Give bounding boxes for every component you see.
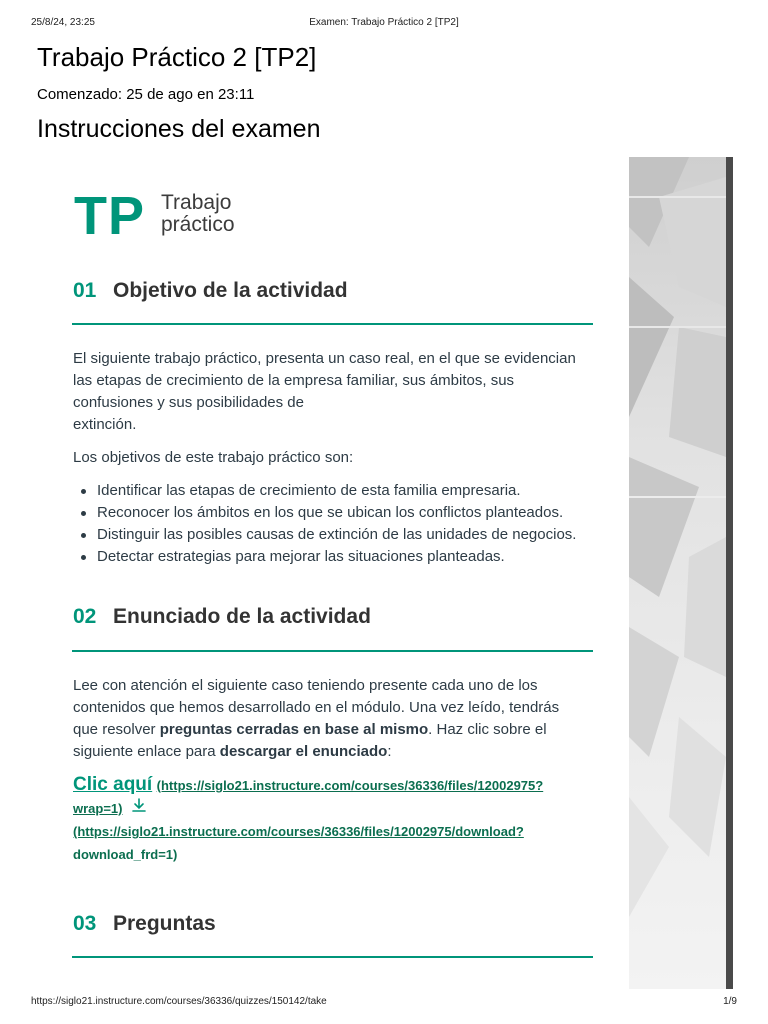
section-divider bbox=[72, 650, 593, 652]
file-url-link-continued[interactable]: wrap=1) bbox=[73, 801, 123, 816]
section-number: 03 bbox=[73, 912, 97, 935]
file-url-link[interactable]: (https://siglo21.instructure.com/courses/36336/files/12002975? bbox=[156, 778, 544, 793]
section-number: 01 bbox=[73, 279, 97, 302]
objective-paragraph: El siguiente trabajo práctico, presenta un caso real, en el que se evidencian las etapas de crecimiento de la empresa familiar, sus ámbitos, sus confusiones y sus posibilidades de extinción. bbox=[73, 350, 576, 433]
scrollbar-track bbox=[726, 157, 733, 989]
quiz-title: Trabajo Práctico 2 [TP2] bbox=[37, 42, 317, 72]
list-item: Detectar estrategias para mejorar las situaciones planteadas. bbox=[73, 546, 613, 568]
tp-logo-word-2: práctico bbox=[161, 213, 235, 236]
section-questions-heading bbox=[73, 912, 593, 952]
print-page-title: Examen: Trabajo Práctico 2 [TP2] bbox=[309, 17, 459, 28]
section-title: Enunciado de la actividad bbox=[113, 605, 371, 628]
print-header bbox=[0, 17, 768, 31]
print-page-number: 1/9 bbox=[723, 996, 737, 1007]
section-number: 02 bbox=[73, 605, 97, 628]
decorative-side-image bbox=[629, 157, 726, 989]
quiz-started-time: Comenzado: 25 de ago en 23:11 bbox=[37, 86, 255, 103]
section-title: Preguntas bbox=[113, 912, 216, 935]
tp-logo-word-1: Trabajo bbox=[161, 191, 232, 214]
download-url-link-continued[interactable]: download_frd=1) bbox=[73, 847, 178, 863]
list-item: Distinguir las posibles causas de extinción de las unidades de negocios. bbox=[73, 524, 613, 546]
download-link-block bbox=[73, 773, 603, 866]
print-footer-url: https://siglo21.instructure.com/courses/36336/quizzes/150142/take bbox=[31, 996, 327, 1007]
statement-paragraph: Lee con atención el siguiente caso teniendo presente cada uno de los contenidos que hemos desarrollado en el módulo. Una vez leído, tendrás que resolver preguntas cerradas en base al mismo. Haz clic sobre el siguiente enlace para descargar el enunciado: bbox=[73, 677, 560, 760]
section-objective-heading bbox=[73, 279, 593, 319]
print-datetime: 25/8/24, 23:25 bbox=[31, 17, 95, 28]
tp-logo-letters: TP bbox=[74, 186, 146, 246]
list-item: Identificar las etapas de crecimiento de esta familia empresaria. bbox=[73, 480, 613, 502]
section-divider bbox=[72, 323, 593, 325]
section-statement-heading bbox=[73, 605, 593, 645]
list-item: Reconocer los ámbitos en los que se ubican los conflictos planteados. bbox=[73, 502, 613, 524]
objectives-intro: Los objetivos de este trabajo práctico son: bbox=[73, 449, 354, 466]
section-title: Objetivo de la actividad bbox=[113, 279, 348, 302]
download-icon[interactable] bbox=[131, 797, 147, 820]
print-footer bbox=[0, 996, 768, 1010]
objectives-list bbox=[73, 480, 613, 568]
tp-logo-words bbox=[161, 192, 235, 236]
download-url-link[interactable]: (https://siglo21.instructure.com/courses/36336/files/12002975/download? bbox=[73, 824, 524, 840]
instructions-heading: Instrucciones del examen bbox=[37, 115, 321, 143]
section-divider bbox=[72, 956, 593, 958]
clic-aqui-link[interactable]: Clic aquí bbox=[73, 774, 153, 795]
geometric-pattern bbox=[629, 157, 726, 989]
